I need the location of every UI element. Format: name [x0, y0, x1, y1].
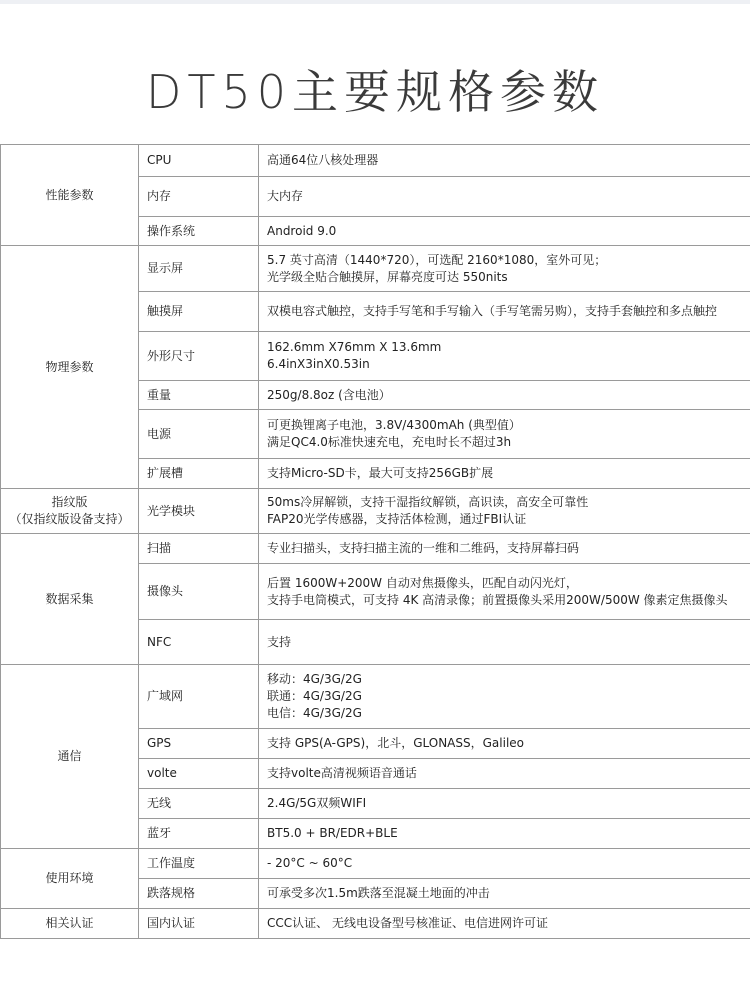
spec-name: 无线: [139, 789, 259, 819]
category-cell: [1, 849, 139, 909]
spec-value: [259, 729, 750, 759]
spec-value-line: 后置 1600W+200W 自动对焦摄像头，匹配自动闪光灯，: [267, 575, 578, 590]
spec-value-line: 2.4G/5G双频WIFI: [267, 796, 367, 810]
spec-table-body: [1, 145, 750, 939]
spec-value-line: 250g/8.8oz (含电池）: [267, 387, 391, 402]
spec-value-line: 支持: [267, 634, 292, 649]
category-cell: [1, 909, 139, 939]
spec-value-line: 可更换锂离子电池，3.8V/4300mAh (典型值）: [267, 418, 521, 432]
spec-value-line: 满足QC4.0标准快速充电，充电时长不超过3h: [267, 435, 512, 449]
spec-row: [1, 145, 750, 177]
spec-value-line: 电信：4G/3G/2G: [267, 706, 362, 720]
spec-name: 摄像头: [139, 564, 259, 620]
spec-value-line: CCC认证、 无线电设备型号核准证、电信进网许可证: [267, 916, 548, 930]
spec-name: 跌落规格: [139, 879, 259, 909]
spec-value-line: 支持 GPS(A-GPS)，北斗，GLONASS，Galileo: [267, 736, 524, 750]
spec-value-line: Android 9.0: [267, 223, 337, 238]
spec-name: CPU: [139, 145, 259, 177]
category-cell: [1, 534, 139, 665]
spec-name: 扫描: [139, 534, 259, 564]
category-cell: [1, 489, 139, 534]
spec-name: 工作温度: [139, 849, 259, 879]
spec-value: [259, 819, 750, 849]
spec-name: 触摸屏: [139, 292, 259, 332]
spec-value-line: 支持Micro-SD卡，最大可支持256GB扩展: [267, 466, 494, 480]
spec-table: [0, 144, 750, 939]
spec-value: [259, 489, 750, 534]
spec-value-line: 6.4inX3inX0.53in: [267, 357, 370, 371]
spec-name: GPS: [139, 729, 259, 759]
spec-name: volte: [139, 759, 259, 789]
spec-value-line: 162.6mm X76mm X 13.6mm: [267, 340, 442, 354]
spec-name: 内存: [139, 177, 259, 217]
spec-name: 蓝牙: [139, 819, 259, 849]
spec-name: 外形尺寸: [139, 332, 259, 381]
category-label: 性能参数: [45, 187, 94, 202]
spec-value: [259, 879, 750, 909]
spec-value: [259, 217, 750, 246]
spec-value: [259, 789, 750, 819]
spec-value-line: 专业扫描头，支持扫描主流的一维和二维码，支持屏幕扫码: [267, 541, 580, 555]
spec-value-line: 移动：4G/3G/2G: [267, 672, 362, 686]
spec-value-line: FAP20光学传感器，支持活体检测，通过FBI认证: [267, 512, 527, 526]
spec-value-line: - 20°C ~ 60°C: [267, 856, 353, 870]
spec-row: [1, 849, 750, 879]
spec-name: 光学模块: [139, 489, 259, 534]
spec-row: [1, 909, 750, 939]
spec-value-line: 可承受多次1.5m跌落至混凝土地面的冲击: [267, 886, 490, 900]
spec-name: 重量: [139, 381, 259, 410]
spec-value: [259, 459, 750, 489]
spec-name: 电源: [139, 410, 259, 459]
top-strip: [0, 0, 750, 4]
spec-value: [259, 909, 750, 939]
category-label: （仅指纹版设备支持）: [9, 512, 130, 526]
spec-name: 扩展槽: [139, 459, 259, 489]
spec-value: [259, 759, 750, 789]
spec-value-line: 联通：4G/3G/2G: [267, 689, 362, 703]
category-label: 相关认证: [45, 916, 94, 930]
spec-value-line: 支持手电筒模式，可支持 4K 高清录像；前置摄像头采用200W/500W 像素定焦摄像头: [267, 592, 728, 607]
spec-value: [259, 564, 750, 620]
spec-value-line: BT5.0 + BR/EDR+BLE: [267, 826, 398, 840]
spec-value-line: 50ms冷屏解锁，支持干湿指纹解锁，高识读，高安全可靠性: [267, 495, 589, 509]
spec-name: 国内认证: [139, 909, 259, 939]
spec-value-line: 高通64位八核处理器: [267, 153, 379, 167]
spec-value-line: 双模电容式触控，支持手写笔和手写输入（手写笔需另购），支持手套触控和多点触控: [267, 304, 718, 318]
spec-row: [1, 534, 750, 564]
spec-value: [259, 145, 750, 177]
spec-value: [259, 292, 750, 332]
spec-name: 显示屏: [139, 246, 259, 292]
spec-name: 操作系统: [139, 217, 259, 246]
category-label: 指纹版: [51, 495, 88, 509]
spec-value: [259, 381, 750, 410]
spec-value: [259, 332, 750, 381]
spec-value-line: 光学级全贴合触摸屏，屏幕亮度可达 550nits: [267, 269, 508, 284]
spec-name: 广域网: [139, 665, 259, 729]
category-label: 使用环境: [45, 871, 94, 885]
category-cell: [1, 665, 139, 849]
spec-value-line: 5.7 英寸高清（1440*720），可选配 2160*1080，室外可见；: [267, 252, 607, 267]
spec-value: [259, 665, 750, 729]
spec-value: [259, 620, 750, 665]
category-label: 通信: [57, 749, 82, 763]
spec-row: [1, 665, 750, 729]
spec-value-line: 大内存: [267, 189, 304, 203]
spec-row: [1, 489, 750, 534]
spec-value: [259, 849, 750, 879]
spec-value-line: 支持volte高清视频语音通话: [267, 766, 417, 780]
category-label: 物理参数: [45, 359, 94, 374]
spec-value: [259, 410, 750, 459]
spec-value: [259, 534, 750, 564]
spec-value: [259, 246, 750, 292]
page-title: DT50主要规格参数: [145, 65, 605, 119]
category-label: 数据采集: [45, 591, 94, 606]
spec-value: [259, 177, 750, 217]
category-cell: [1, 246, 139, 489]
spec-name: NFC: [139, 620, 259, 665]
spec-row: [1, 246, 750, 292]
category-cell: [1, 145, 139, 246]
